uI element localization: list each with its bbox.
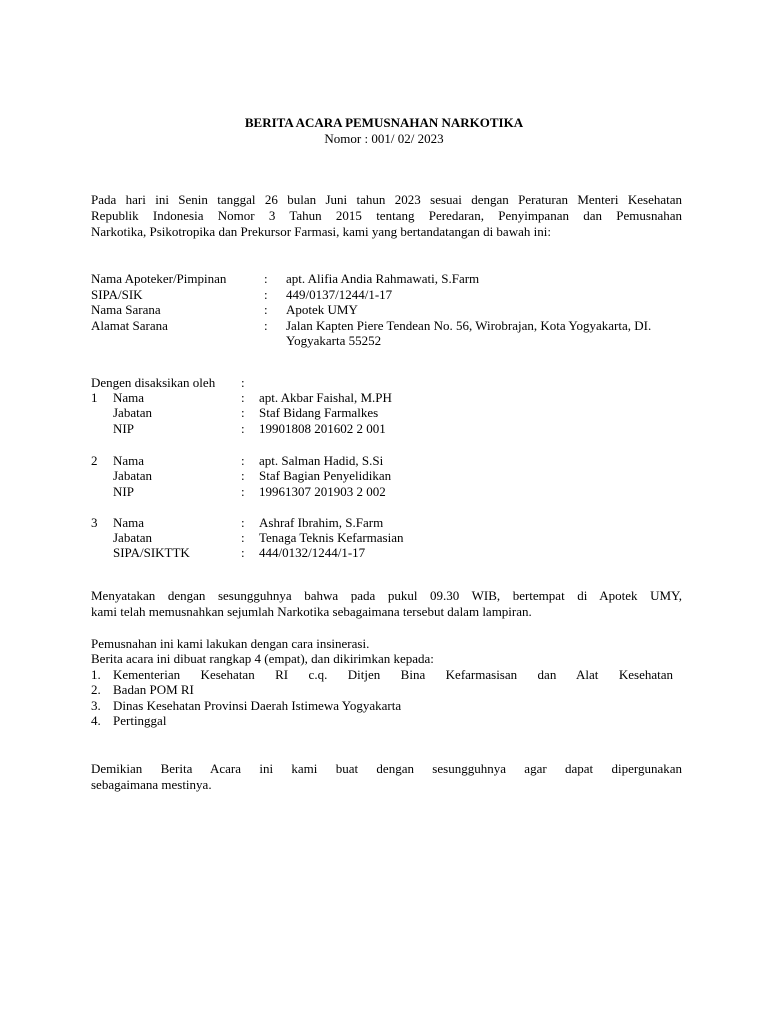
- identity-separator: :: [264, 302, 268, 317]
- witness-value: Staf Bagian Penyelidikan: [259, 468, 392, 483]
- witness-label: Nama: [113, 390, 145, 405]
- address-continuation: Yogyakarta 55252: [286, 333, 382, 348]
- recipient-number: 3.: [91, 698, 101, 713]
- recipient-number: 1.: [91, 667, 101, 682]
- intro-line: Narkotika, Psikotropika dan Prekursor Farmasi, kami yang bertandatangan di bawah ini:: [91, 224, 551, 239]
- witness-label: Nama: [113, 515, 145, 530]
- statement-line: Menyatakan dengan sesungguhnya bahwa pada pukul 09.30 WIB, bertempat di Apotek UMY,: [91, 588, 682, 603]
- witness-number: 1: [91, 390, 98, 405]
- witness-label: Nama: [113, 453, 145, 468]
- identity-separator: :: [264, 287, 268, 302]
- witness-label: Jabatan: [113, 530, 152, 545]
- document-title: BERITA ACARA PEMUSNAHAN NARKOTIKA: [244, 115, 524, 130]
- witness-number: 2: [91, 453, 98, 468]
- witness-value: 444/0132/1244/1-17: [259, 545, 366, 560]
- witness-value: Staf Bidang Farmalkes: [259, 405, 379, 420]
- identity-value: Jalan Kapten Piere Tendean No. 56, Wirobrajan, Kota Yogyakarta, DI.: [286, 318, 652, 333]
- statement-line: kami telah memusnahkan sejumlah Narkotika sebagaimana tersebut dalam lampiran.: [91, 604, 532, 619]
- recipient-text: Dinas Kesehatan Provinsi Daerah Istimewa Yogyakarta: [113, 698, 402, 713]
- witness-label: Jabatan: [113, 468, 152, 483]
- identity-value: 449/0137/1244/1-17: [286, 287, 393, 302]
- closing-line: Demikian Berita Acara ini kami buat dengan sesungguhnya agar dapat dipergunakan: [91, 761, 682, 776]
- witness-separator: :: [241, 453, 245, 468]
- identity-separator: :: [264, 271, 268, 286]
- witness-separator: :: [241, 530, 245, 545]
- witness-intro-separator: :: [241, 375, 245, 390]
- copies-intro: Berita acara ini dibuat rangkap 4 (empat), dan dikirimkan kepada:: [91, 651, 434, 666]
- witness-value: 19901808 201602 2 001: [259, 421, 386, 436]
- document-number: Nomor : 001/ 02/ 2023: [324, 131, 444, 146]
- identity-label: Alamat Sarana: [91, 318, 168, 333]
- identity-separator: :: [264, 318, 268, 333]
- recipient-text: Pertinggal: [113, 713, 167, 728]
- intro-line: Republik Indonesia Nomor 3 Tahun 2015 tentang Peredaran, Penyimpanan dan Pemusnahan: [91, 208, 682, 223]
- intro-line: Pada hari ini Senin tanggal 26 bulan Juni tahun 2023 sesuai dengan Peraturan Menteri Kesehatan: [91, 192, 682, 207]
- method-text: Pemusnahan ini kami lakukan dengan cara insinerasi.: [91, 636, 370, 651]
- identity-label: SIPA/SIK: [91, 287, 143, 302]
- identity-label: Nama Apoteker/Pimpinan: [91, 271, 227, 286]
- witness-separator: :: [241, 545, 245, 560]
- identity-value: apt. Alifia Andia Rahmawati, S.Farm: [286, 271, 480, 286]
- witness-separator: :: [241, 421, 245, 436]
- witness-value: 19961307 201903 2 002: [259, 484, 386, 499]
- witness-label: NIP: [113, 484, 134, 499]
- witness-number: 3: [91, 515, 98, 530]
- witness-separator: :: [241, 468, 245, 483]
- identity-value: Apotek UMY: [286, 302, 358, 317]
- witness-label: SIPA/SIKTTK: [113, 545, 190, 560]
- witness-separator: :: [241, 484, 245, 499]
- witness-separator: :: [241, 390, 245, 405]
- recipient-text: Badan POM RI: [113, 682, 194, 697]
- recipient-text: Kementerian Kesehatan RI c.q. Ditjen Bina Kefarmasisan dan Alat Kesehatan: [113, 667, 673, 682]
- recipient-number: 4.: [91, 713, 101, 728]
- witness-separator: :: [241, 405, 245, 420]
- witness-value: apt. Akbar Faishal, M.PH: [259, 390, 392, 405]
- witness-value: Ashraf Ibrahim, S.Farm: [259, 515, 384, 530]
- witness-value: Tenaga Teknis Kefarmasian: [259, 530, 404, 545]
- witness-value: apt. Salman Hadid, S.Si: [259, 453, 384, 468]
- witness-intro: Dengen disaksikan oleh: [91, 375, 216, 390]
- identity-label: Nama Sarana: [91, 302, 161, 317]
- witness-label: Jabatan: [113, 405, 152, 420]
- recipient-number: 2.: [91, 682, 101, 697]
- witness-separator: :: [241, 515, 245, 530]
- closing-line: sebagaimana mestinya.: [91, 777, 212, 792]
- witness-label: NIP: [113, 421, 134, 436]
